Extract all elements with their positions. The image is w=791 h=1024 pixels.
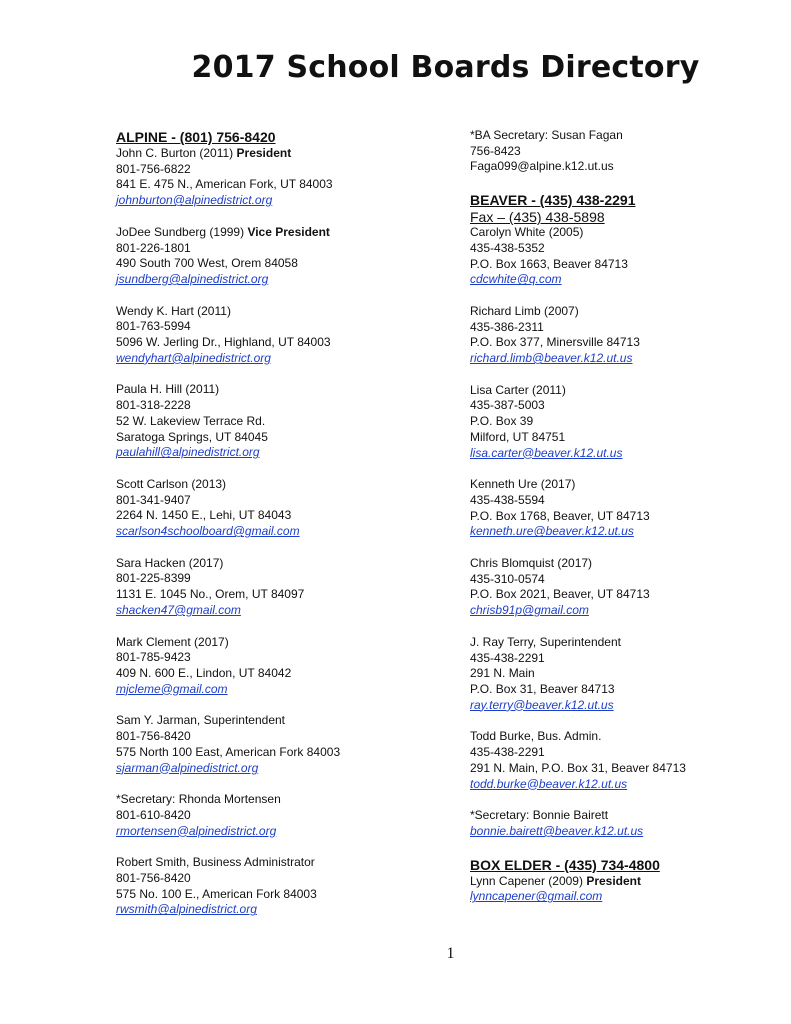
member-role: President [236,146,292,160]
member-name: Paula H. Hill (2011) [116,382,220,397]
member-phone: 801-785-9423 [116,650,191,665]
member-address: 291 N. Main [470,666,535,681]
member-email-link[interactable]: cdcwhite@q.com [470,272,562,287]
member-phone: 801-756-8420 [116,871,191,886]
staff-entry [116,713,446,776]
member-address: 841 E. 475 N., American Fork, UT 84003 [116,177,333,192]
member-role: Vice President [247,224,330,239]
member-phone: 435-387-5003 [470,398,545,413]
board-member-entry [116,556,446,619]
member-address: 575 North 100 East, American Fork 84003 [116,744,341,759]
member-email-link[interactable]: richard.limb@beaver.k12.ut.us [470,351,633,366]
board-member-entry [470,225,770,288]
member-address: 1131 E. 1045 No., Orem, UT 84097 [116,587,305,602]
member-name: Sam Y. Jarman, Superintendent [116,713,285,728]
member-email-link[interactable]: shacken47@gmail.com [116,602,241,617]
district-heading-beaver: BEAVER - (435) 438-2291 [470,192,636,209]
member-name: Sara Hacken (2017) [116,555,224,570]
member-email-link[interactable]: jsundberg@alpinedistrict.org [116,271,269,286]
member-name: *Secretary: Rhonda Mortensen [116,792,281,807]
member-address: 52 W. Lakeview Terrace Rd. [116,413,266,428]
member-address: P.O. Box 377, Minersville 84713 [470,335,640,350]
staff-entry [116,855,446,918]
board-member-entry [116,225,446,288]
member-name: Scott Carlson (2013) [116,476,227,491]
member-address: P.O. Box 2021, Beaver, UT 84713 [470,587,650,602]
member-phone: 435-438-2291 [470,745,545,760]
board-member-entry [470,304,770,367]
member-address: 5096 W. Jerling Dr., Highland, UT 84003 [116,335,331,350]
member-phone: 801-756-6822 [116,161,191,176]
member-phone: 435-438-2291 [470,650,545,665]
member-address: P.O. Box 1768, Beaver, UT 84713 [470,508,650,523]
member-address: P.O. Box 1663, Beaver 84713 [470,256,628,271]
district-fax: Fax – (435) 438-5898 [470,209,605,226]
member-name: JoDee Sundberg (1999) [116,224,245,239]
member-email-link[interactable]: rwsmith@alpinedistrict.org [116,902,257,917]
member-phone: 435-310-0574 [470,571,545,586]
member-address: 409 N. 600 E., Lindon, UT 84042 [116,665,292,680]
member-email-link[interactable]: ray.terry@beaver.k12.ut.us [470,697,614,712]
board-member-entry [470,874,770,905]
member-name: Lisa Carter (2011) [470,382,566,397]
member-email-link[interactable]: mjcleme@gmail.com [116,681,228,696]
member-email-link[interactable]: wendyhart@alpinedistrict.org [116,350,271,365]
member-phone: 801-341-9407 [116,492,191,507]
member-email-link[interactable]: sjarman@alpinedistrict.org [116,760,259,775]
board-member-entry [116,304,446,367]
member-phone: 801-763-5994 [116,319,191,334]
board-member-entry [470,383,770,462]
member-address: 575 No. 100 E., American Fork 84003 [116,886,317,901]
member-name: *BA Secretary: Susan Fagan [470,128,623,142]
member-email-link[interactable]: todd.burke@beaver.k12.ut.us [470,776,628,791]
member-name: Lynn Capener (2009) [470,873,583,888]
page-number: 1 [446,945,455,962]
district-heading-box-elder: BOX ELDER - (435) 734-4800 [470,856,660,873]
member-phone: 801-225-8399 [116,571,191,586]
member-name: Todd Burke, Bus. Admin. [470,729,602,744]
board-member-entry [116,477,446,540]
board-member-entry [470,477,770,540]
member-phone: 756-8423 [470,143,521,158]
member-name: Wendy K. Hart (2011) [116,303,231,318]
member-email-link[interactable]: scarlson4schoolboard@gmail.com [116,524,300,539]
member-name: Robert Smith, Business Administrator [116,855,315,870]
member-email-link[interactable]: paulahill@alpinedistrict.org [116,445,260,460]
left-column [116,128,446,934]
staff-entry [470,128,770,175]
right-column [470,128,770,921]
member-name: J. Ray Terry, Superintendent [470,634,621,649]
member-name: Chris Blomquist (2017) [470,556,593,571]
member-address-line2: Saratoga Springs, UT 84045 [116,429,268,444]
member-email: Faga099@alpine.k12.ut.us [470,159,614,174]
member-phone: 801-610-8420 [116,807,191,822]
member-email-link[interactable]: bonnie.bairett@beaver.k12.ut.us [470,823,644,838]
member-name: John C. Burton (2011) [116,146,234,160]
staff-entry [116,792,446,839]
member-role: President [586,873,641,888]
member-phone: 801-756-8420 [116,729,191,744]
member-address-line2: Milford, UT 84751 [470,429,566,444]
page-title: 2017 School Boards Directory [191,50,700,85]
member-phone: 801-226-1801 [116,240,191,255]
staff-entry [470,635,770,714]
member-address-line2: P.O. Box 31, Beaver 84713 [470,681,615,696]
member-email-link[interactable]: johnburton@alpinedistrict.org [116,193,273,208]
member-email-link[interactable]: lisa.carter@beaver.k12.ut.us [470,445,623,460]
member-email-link[interactable]: lynncapener@gmail.com [470,889,603,904]
member-address: 2264 N. 1450 E., Lehi, UT 84043 [116,508,292,523]
member-email-link[interactable]: rmortensen@alpinedistrict.org [116,823,277,838]
member-address: P.O. Box 39 [470,414,534,429]
member-phone: 435-386-2311 [470,319,544,334]
member-name: *Secretary: Bonnie Bairett [470,808,609,823]
member-phone: 435-438-5352 [470,240,545,255]
staff-entry [470,808,770,839]
member-name: Mark Clement (2017) [116,634,229,649]
member-phone: 801-318-2228 [116,398,191,413]
board-member-entry [116,146,446,209]
member-name: Richard Limb (2007) [470,303,579,318]
district-heading-alpine: ALPINE - (801) 756-8420 [116,129,276,145]
member-email-link[interactable]: kenneth.ure@beaver.k12.ut.us [470,524,634,539]
board-member-entry [470,556,770,619]
member-phone: 435-438-5594 [470,492,545,507]
member-address: 490 South 700 West, Orem 84058 [116,256,298,271]
staff-entry [470,729,770,792]
member-name: Kenneth Ure (2017) [470,477,576,492]
member-address: 291 N. Main, P.O. Box 31, Beaver 84713 [470,760,686,775]
member-email-link[interactable]: chrisb91p@gmail.com [470,603,589,618]
board-member-entry [116,382,446,461]
member-name: Carolyn White (2005) [470,225,584,240]
board-member-entry [116,635,446,698]
